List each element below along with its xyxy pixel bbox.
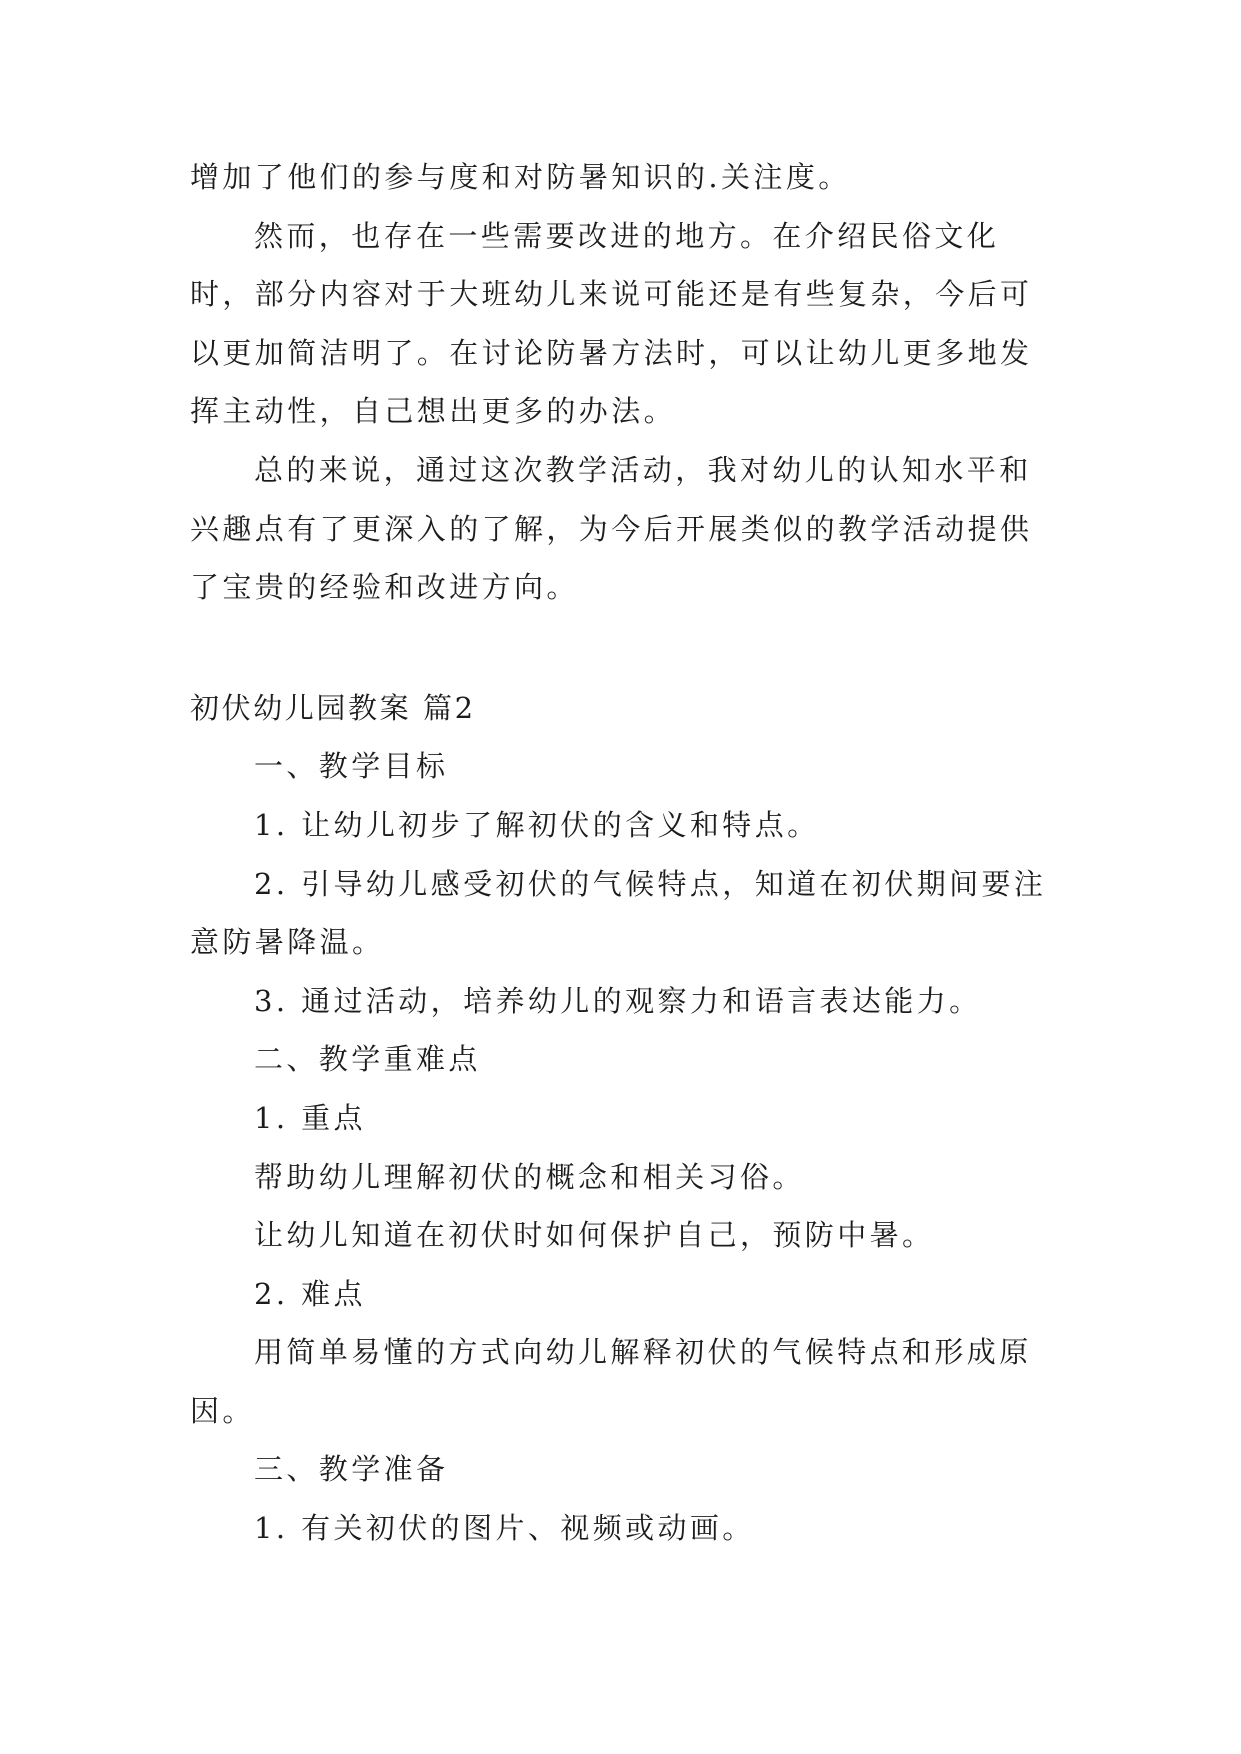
list-item-goal-3: 3. 通过活动，培养幼儿的观察力和语言表达能力。	[254, 983, 982, 1018]
heading-teaching-goals: 一、教学目标	[254, 749, 449, 784]
paragraph-key-point-1: 帮助幼儿理解初伏的概念和相关习俗。	[254, 1159, 805, 1194]
document-page	[190, 148, 1060, 1558]
list-item-goal-2: 2. 引导幼儿感受初伏的气候特点，知道在初伏期间要注意防暑降温。	[190, 866, 1047, 960]
list-item-goal-1: 1. 让幼儿初步了解初伏的含义和特点。	[254, 807, 820, 842]
subheading-key-point: 1. 重点	[254, 1100, 366, 1135]
paragraph-continuation: 增加了他们的参与度和对防暑知识的.关注度。	[190, 160, 851, 194]
list-item-preparation-1: 1. 有关初伏的图片、视频或动画。	[254, 1511, 755, 1546]
paragraph-improvement: 然而，也存在一些需要改进的地方。在介绍民俗文化时，部分内容对于大班幼儿来说可能还是有些复杂，今后可以更加简洁明了。在讨论防暑方法时，可以让幼儿更多地发挥主动性，自己想出更多的办法。	[190, 218, 1033, 429]
subheading-difficult-point: 2. 难点	[254, 1276, 366, 1311]
heading-key-difficult-points: 二、教学重难点	[254, 1042, 481, 1077]
section-title: 初伏幼儿园教案 篇2	[190, 690, 476, 725]
heading-teaching-preparation: 三、教学准备	[254, 1452, 449, 1487]
paragraph-key-point-2: 让幼儿知道在初伏时如何保护自己，预防中暑。	[254, 1218, 935, 1253]
paragraph-summary: 总的来说，通过这次教学活动，我对幼儿的认知水平和兴趣点有了更深入的了解，为今后开展类似的教学活动提供了宝贵的经验和改进方向。	[190, 452, 1033, 605]
paragraph-difficult-point: 用简单易懂的方式向幼儿解释初伏的气候特点和形成原因。	[190, 1335, 1032, 1428]
